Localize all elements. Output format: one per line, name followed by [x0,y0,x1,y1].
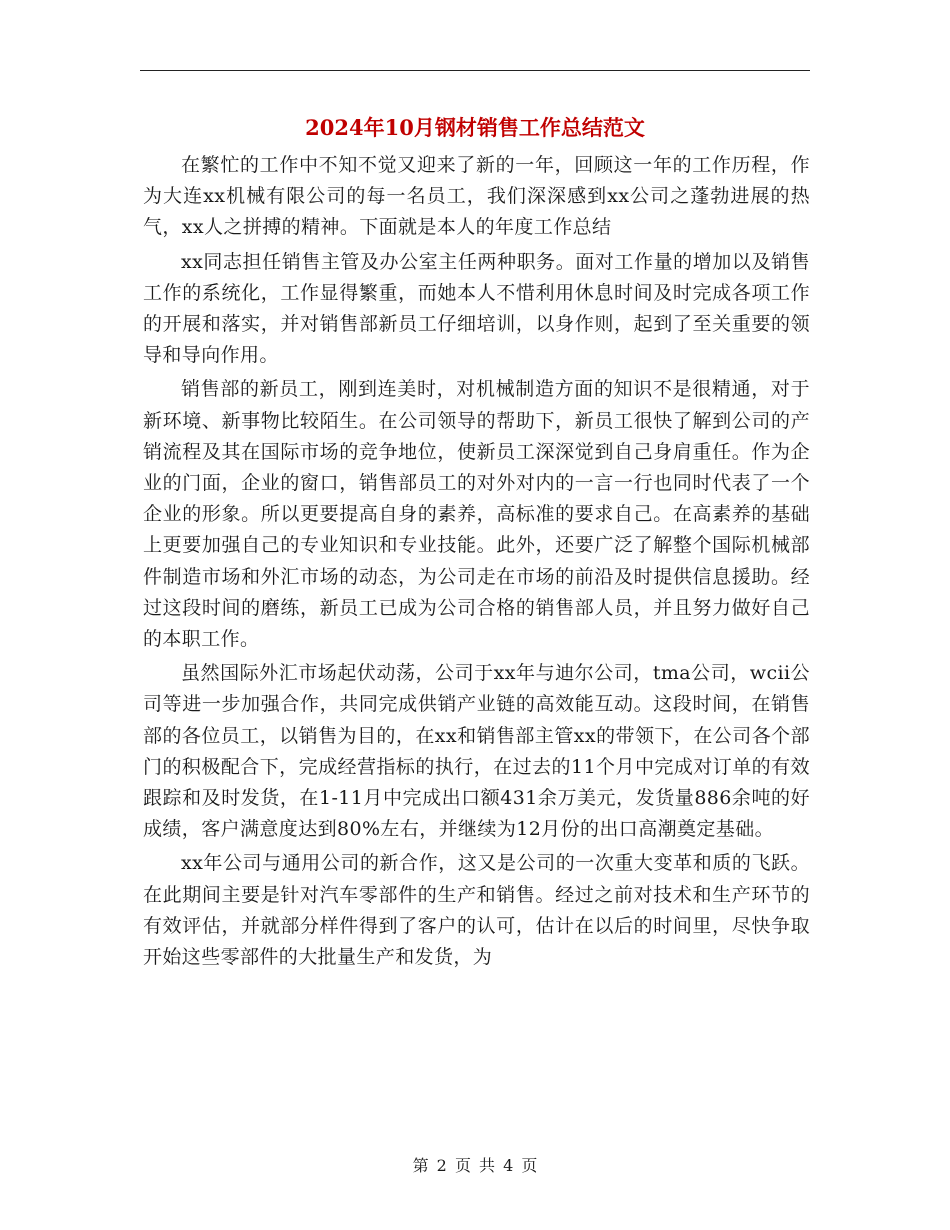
paragraph-3: 销售部的新员工，刚到连美时，对机械制造方面的知识不是很精通，对于新环境、新事物比较陌生。在公司领导的帮助下，新员工很快了解到公司的产销流程及其在国际市场的竞争地位，使新员工深深觉到自己身肩重任。作为企业的门面，企业的窗口，销售部员工的对外对内的一言一行也同时代表了一个企业的形象。所以更要提高自身的素养，高标准的要求自己。在高素养的基础上更要加强自己的专业知识和专业技能。此外，还要广泛了解整个国际机械部件制造市场和外汇市场的动态，为公司走在市场的前沿及时提供信息援助。经过这段时间的磨练，新员工已成为公司合格的销售部人员，并且努力做好自己的本职工作。 [143,378,810,651]
page-number-footer: 第 2 页 共 4 页 [412,1156,538,1175]
paragraph-4: 虽然国际外汇市场起伏动荡，公司于xx年与迪尔公司，tma公司，wcii公司等进一步加强合作，共同完成供销产业链的高效能互动。这段时间，在销售部的各位员工，以销售为目的，在xx和销售部主管xx的带领下，在公司各个部门的积极配合下，完成经营指标的执行，在过去的11个月中完成对订单的有效跟踪和及时发货，在1-11月中完成出口额431余万美元，发货量886余吨的好成绩，客户满意度达到80%左右，并继续为12月份的出口高潮奠定基础。 [143,662,810,841]
paragraph-1: 在繁忙的工作中不知不觉又迎来了新的一年，回顾这一年的工作历程，作为大连xx机械有限公司的每一名员工，我们深深感到xx公司之蓬勃进展的热气，xx人之拼搏的精神。下面就是本人的年度工作总结 [143,154,810,239]
paragraph-5: xx年公司与通用公司的新合作，这又是公司的一次重大变革和质的飞跃。在此期间主要是针对汽车零部件的生产和销售。经过之前对技术和生产环节的有效评估，并就部分样件得到了客户的认可，估计在以后的时间里，尽快争取开始这些零部件的大批量生产和发货，为 [143,852,810,969]
header-rule [140,70,810,71]
document-title: 2024年10月钢材销售工作总结范文 [305,115,645,140]
document-body [143,150,810,976]
paragraph-2: xx同志担任销售主管及办公室主任两种职务。面对工作量的增加以及销售工作的系统化，工作显得繁重，而她本人不惜利用休息时间及时完成各项工作的开展和落实，并对销售部新员工仔细培训，以身作则，起到了至关重要的领导和导向作用。 [143,250,810,367]
